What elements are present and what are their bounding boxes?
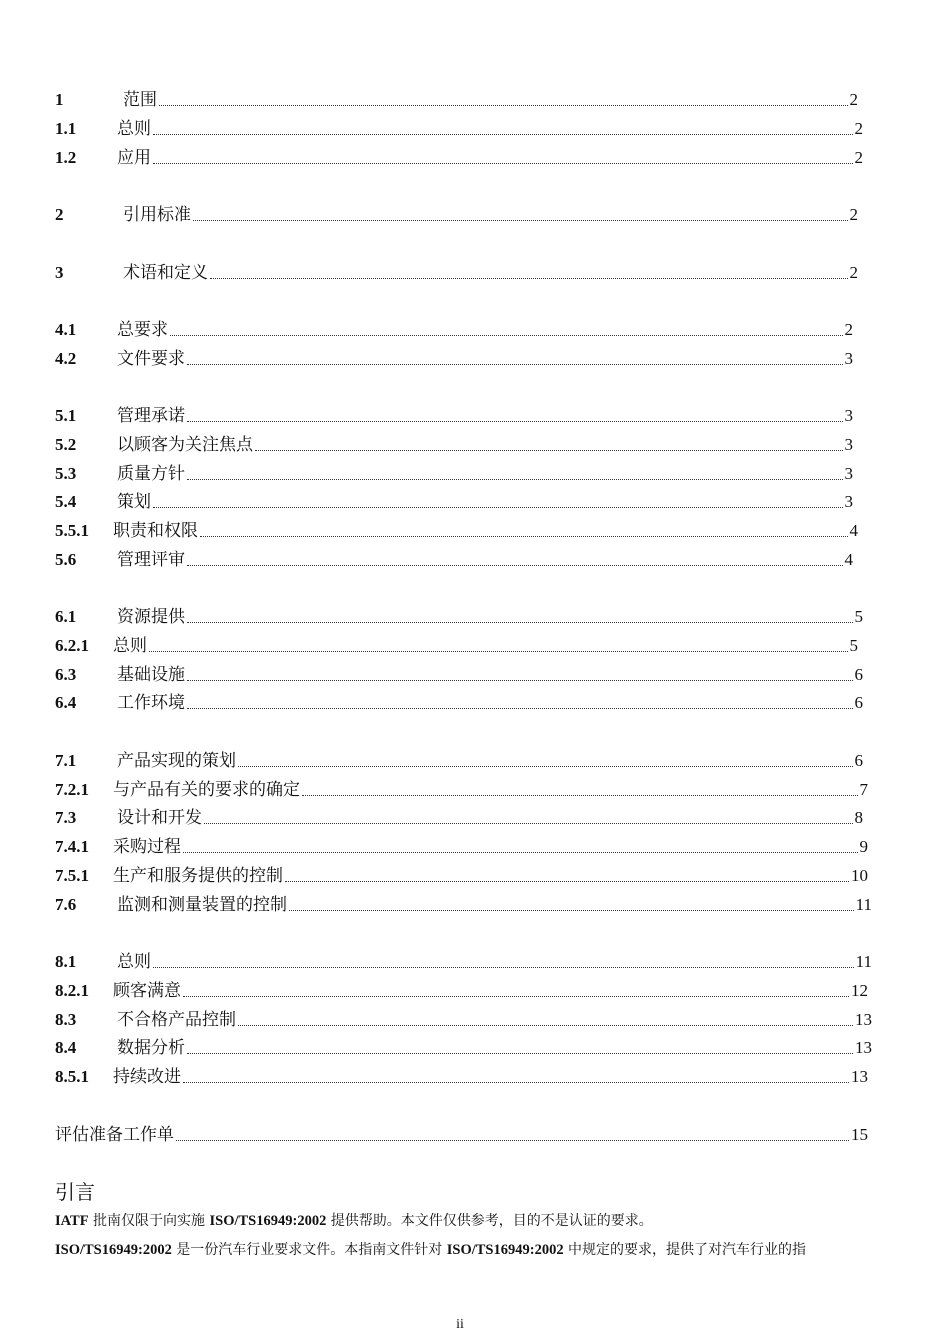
toc-title: 生产和服务提供的控制 [113, 866, 283, 886]
leader-dots [289, 909, 854, 911]
toc-title: 顾客满意 [113, 981, 181, 1001]
toc-entry[interactable] [55, 831, 868, 857]
leader-dots [302, 794, 858, 796]
toc-page: 11 [855, 952, 872, 971]
toc-page: 13 [851, 1067, 868, 1086]
toc-entry[interactable] [55, 429, 853, 455]
page-number: ii [456, 1317, 464, 1332]
leader-dots [153, 133, 853, 135]
toc-title: 管理承诺 [117, 406, 185, 426]
leader-dots [153, 162, 853, 164]
leader-dots [187, 707, 853, 709]
leader-dots [187, 363, 843, 365]
toc-entry[interactable] [55, 343, 853, 369]
toc-entry[interactable] [55, 745, 863, 771]
toc-page: 2 [854, 119, 863, 138]
toc-entry[interactable] [55, 630, 858, 656]
toc-number: 5.3 [55, 464, 77, 483]
leader-dots [187, 420, 843, 422]
toc-number: 5.1 [55, 406, 77, 425]
leader-dots [176, 1139, 849, 1141]
toc-number: 3 [55, 263, 64, 282]
toc-entry[interactable] [55, 1004, 872, 1030]
leader-dots [193, 219, 848, 221]
bold-term: ISO/TS16949:2002 [209, 1213, 327, 1229]
leader-dots [187, 679, 853, 681]
toc-entry[interactable] [55, 486, 853, 512]
text-run: 提供帮助。本文件仅供参考，目的不是认证的要求。 [326, 1213, 653, 1229]
toc-entry[interactable] [55, 975, 868, 1001]
toc-number: 8.2.1 [55, 981, 89, 1000]
toc-number: 7.5.1 [55, 866, 89, 885]
text-run: 中规定的要求，提供了对汽车行业的指 [563, 1242, 807, 1258]
intro-paragraph-2 [55, 1239, 806, 1259]
toc-entry[interactable] [55, 774, 868, 800]
toc-title: 工作环境 [117, 693, 185, 713]
leader-dots [187, 1052, 853, 1054]
leader-dots [153, 506, 843, 508]
toc-page: 5 [854, 607, 863, 626]
leader-dots [210, 277, 848, 279]
toc-number: 8.3 [55, 1010, 77, 1029]
leader-dots [183, 851, 858, 853]
leader-dots [183, 1081, 849, 1083]
toc-title: 资源提供 [117, 607, 185, 627]
toc-title: 职责和权限 [113, 521, 198, 541]
toc-page: 10 [851, 866, 868, 885]
leader-dots [255, 449, 843, 451]
toc-entry[interactable] [55, 400, 853, 426]
toc-title: 持续改进 [113, 1067, 181, 1087]
leader-dots [238, 765, 853, 767]
toc-entry[interactable] [55, 860, 868, 886]
toc-number: 6.3 [55, 665, 77, 684]
toc-page: 8 [854, 808, 863, 827]
toc-entry[interactable] [55, 1032, 872, 1058]
toc-entry[interactable] [55, 659, 863, 685]
toc-page: 9 [859, 837, 868, 856]
toc-entry[interactable] [55, 687, 863, 713]
toc-entry[interactable] [55, 142, 863, 168]
toc-number: 8.4 [55, 1038, 77, 1057]
toc-entry[interactable] [55, 802, 863, 828]
toc-page: 2 [849, 263, 858, 282]
toc-page: 4 [849, 521, 858, 540]
toc-page: 13 [855, 1038, 872, 1057]
leader-dots [204, 822, 853, 824]
toc-entry-worksheet[interactable] [55, 1119, 868, 1145]
toc-page: 3 [844, 492, 853, 511]
toc-number: 5.6 [55, 550, 77, 569]
toc-page: 12 [851, 981, 868, 1000]
toc-title: 范围 [123, 90, 157, 110]
toc-number: 4.1 [55, 320, 77, 339]
toc-entry[interactable] [55, 314, 853, 340]
toc-title: 以顾客为关注焦点 [117, 435, 253, 455]
toc-page: 6 [854, 751, 863, 770]
toc-number: 7.6 [55, 895, 77, 914]
toc-page: 13 [855, 1010, 872, 1029]
toc-page: 15 [851, 1125, 868, 1144]
toc-number: 5.5.1 [55, 521, 89, 540]
toc-entry[interactable] [55, 1061, 868, 1087]
toc-number: 8.1 [55, 952, 77, 971]
leader-dots [187, 564, 843, 566]
bold-term: ISO/TS16949:2002 [55, 1242, 172, 1258]
toc-entry[interactable] [55, 113, 863, 139]
toc-title: 评估准备工作单 [55, 1125, 174, 1145]
toc-number: 7.4.1 [55, 837, 89, 856]
toc-entry[interactable] [55, 515, 858, 541]
toc-page: 3 [844, 435, 853, 454]
toc-title: 与产品有关的要求的确定 [113, 780, 300, 800]
toc-entry[interactable] [55, 84, 858, 110]
toc-title: 采购过程 [113, 837, 181, 857]
leader-dots [159, 104, 848, 106]
toc-title: 总则 [117, 119, 151, 139]
toc-page: 2 [849, 205, 858, 224]
bold-term: ISO/TS16949:2002 [446, 1242, 564, 1258]
leader-dots [238, 1024, 853, 1026]
toc-page: 6 [854, 693, 863, 712]
toc-number: 7.2.1 [55, 780, 89, 799]
toc-title: 术语和定义 [123, 263, 208, 283]
leader-dots [153, 966, 854, 968]
toc-entry[interactable] [55, 946, 872, 972]
toc-page: 3 [844, 464, 853, 483]
toc-title: 基础设施 [117, 665, 185, 685]
toc-entry[interactable] [55, 601, 863, 627]
toc-entry[interactable] [55, 889, 872, 915]
toc-title: 引用标准 [123, 205, 191, 225]
toc-page: 3 [844, 349, 853, 368]
toc-number: 6.1 [55, 607, 77, 626]
leader-dots [170, 334, 843, 336]
toc-title: 总则 [117, 952, 151, 972]
toc-page: 2 [849, 90, 858, 109]
intro-paragraph-1 [55, 1210, 653, 1230]
intro-heading: 引言 [55, 1180, 95, 1204]
toc-title: 应用 [117, 148, 151, 168]
toc-title: 管理评审 [117, 550, 185, 570]
toc-title: 监测和测量装置的控制 [117, 895, 287, 915]
text-run: 批南仅限于向实施 [88, 1213, 210, 1229]
toc-title: 质量方针 [117, 464, 185, 484]
toc-number: 5.2 [55, 435, 77, 454]
toc-title: 设计和开发 [117, 808, 202, 828]
toc-page: 5 [849, 636, 858, 655]
toc-page: 6 [854, 665, 863, 684]
leader-dots [187, 621, 853, 623]
leader-dots [183, 995, 849, 997]
toc-page: 4 [844, 550, 853, 569]
leader-dots [285, 880, 849, 882]
leader-dots [149, 650, 848, 652]
toc-entry[interactable] [55, 257, 858, 283]
toc-title: 数据分析 [117, 1038, 185, 1058]
toc-page: 11 [855, 895, 872, 914]
toc-number: 1.1 [55, 119, 77, 138]
toc-page: 3 [844, 406, 853, 425]
toc-page: 7 [859, 780, 868, 799]
toc-number: 7.3 [55, 808, 77, 827]
toc-title: 总要求 [117, 320, 168, 340]
toc-title: 文件要求 [117, 349, 185, 369]
toc-number: 1.2 [55, 148, 77, 167]
toc-number: 7.1 [55, 751, 77, 770]
toc-number: 6.4 [55, 693, 77, 712]
toc-number: 4.2 [55, 349, 77, 368]
toc-page: 2 [854, 148, 863, 167]
toc-number: 8.5.1 [55, 1067, 89, 1086]
leader-dots [200, 535, 848, 537]
toc-number: 6.2.1 [55, 636, 89, 655]
toc-number: 1 [55, 90, 64, 109]
bold-term: IATF [55, 1213, 89, 1229]
toc-page: 2 [844, 320, 853, 339]
toc-title: 不合格产品控制 [117, 1010, 236, 1030]
toc-entry[interactable] [55, 544, 853, 570]
toc-title: 策划 [117, 492, 151, 512]
leader-dots [187, 478, 843, 480]
toc-title: 总则 [113, 636, 147, 656]
toc-number: 5.4 [55, 492, 77, 511]
toc-title: 产品实现的策划 [117, 751, 236, 771]
text-run: 是一份汽车行业要求文件。本指南文件针对 [171, 1242, 447, 1258]
toc-entry[interactable] [55, 199, 858, 225]
toc-number: 2 [55, 205, 64, 224]
toc-entry[interactable] [55, 458, 853, 484]
